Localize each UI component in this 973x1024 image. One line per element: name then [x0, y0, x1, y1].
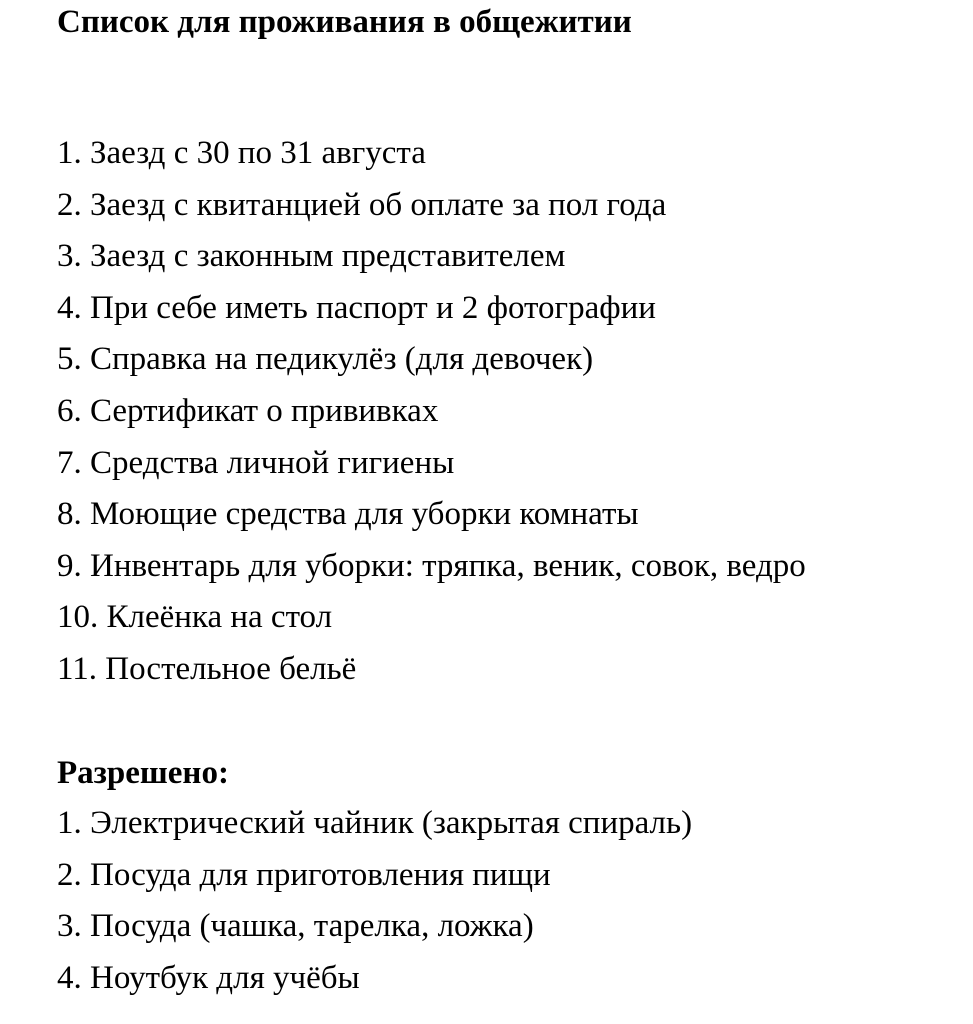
allowed-list [57, 798, 692, 1004]
list-item: 6. Сертификат о прививках [57, 392, 439, 429]
checklist [57, 128, 806, 696]
allowed-heading: Разрешено: [57, 755, 229, 791]
document-title: Список для проживания в общежитии [57, 4, 632, 40]
list-item: 10. Клеёнка на стол [57, 599, 333, 636]
list-item: 9. Инвентарь для уборки: тряпка, веник, совок, ведро [57, 547, 806, 584]
list-item: 1. Заезд с 30 по 31 августа [57, 135, 426, 171]
list-item: 11. Постельное бельё [57, 650, 357, 687]
list-item: 8. Моющие средства для уборки комнаты [57, 496, 639, 533]
list-item: 3. Посуда (чашка, тарелка, ложка) [57, 908, 534, 945]
list-item: 4. При себе иметь паспорт и 2 фотографии [57, 289, 656, 326]
list-item: 5. Справка на педикулёз (для девочек) [57, 341, 594, 378]
list-item: 2. Посуда для приготовления пищи [57, 856, 551, 893]
list-item: 3. Заезд с законным представителем [57, 238, 566, 275]
list-item: 1. Электрический чайник (закрытая спираль) [57, 805, 693, 841]
list-item: 2. Заезд с квитанцией об оплате за пол года [57, 186, 667, 223]
list-item: 4. Ноутбук для учёбы [57, 959, 360, 996]
list-item: 7. Средства личной гигиены [57, 444, 455, 481]
